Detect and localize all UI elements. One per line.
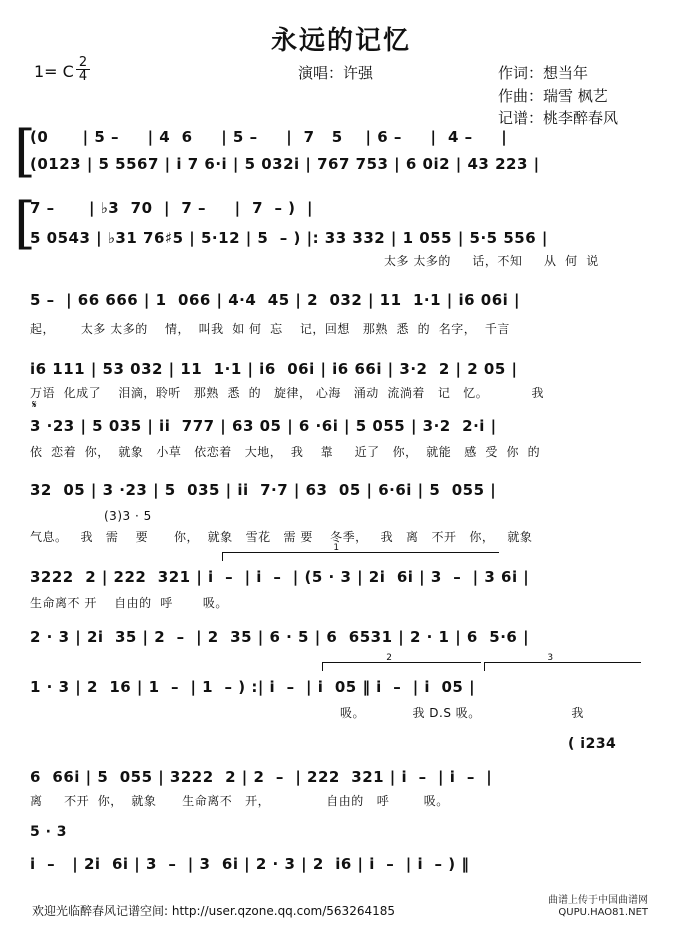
key-signature: 1= C: [34, 62, 74, 81]
lyrics-line-4: 万语 化成了 泪滴，聆听 那熟 悉 的 旋律， 心海 涌动 流淌着 记 忆。 我: [30, 386, 544, 400]
pickup-notes: ( i234: [568, 736, 617, 752]
time-signature: [76, 56, 90, 83]
lyrics-line-9: 吸。 我 D.S 吸。 我: [340, 706, 584, 720]
singer: 演唱：许强: [298, 64, 374, 82]
volta-label-2: 2: [386, 653, 392, 663]
lyrics-line-3: 起， 太多 太多的 情， 叫我 如 何 忘 记，回想 那熟 悉 的 名字， 千言: [30, 322, 510, 336]
watermark-line-1: 曲谱上传于中国曲谱网: [548, 895, 648, 906]
score-line-10: 6 66i | 5 055 | 3222 2 | 2 – | 222 321 | i – | i – |: [30, 768, 493, 786]
volta-label-3: 3: [547, 653, 554, 663]
lyricist: 作词：想当年: [498, 64, 589, 82]
score-line-11: i – | 2i 6i | 3 – | 3 6i | 2 · 3 | 2 i6 | i – | i – ) ‖: [30, 855, 470, 873]
score-line-9: 1 · 3 | 2 16 | 1 – | 1 – ) :| i – | i 05 ‖ i – | i 05 |: [30, 678, 476, 696]
composer: 作曲：瑞雪 枫艺: [498, 87, 608, 105]
staff-brace-2: [: [14, 191, 36, 256]
score-line-3: 5 – | 66 666 | 1 066 | 4·4 45 | 2 032 | 11 1·1 | i6 06i |: [30, 291, 521, 309]
staff-brace-1: [: [14, 119, 36, 184]
lyrics-line-2: 太多 太多的 话，不知 从 何 说: [384, 254, 599, 268]
score-line-1b: (0123 | 5 5567 | i 7 6·i | 5 032i | 767 753 | 6 0i2 | 43 223 |: [30, 155, 540, 173]
segno-sign: 𝄋: [32, 398, 37, 411]
score-line-7: 3222 2 | 222 321 | i – | i – | (5 · 3 | 2i 6i | 3 – | 3 6i |: [30, 568, 530, 586]
score-line-1a: (0 | 5 – | 4 6 | 5 – | 7 5 | 6 – | 4 – |: [30, 128, 508, 146]
score-line-4: i6 111 | 53 032 | 11 1·1 | i6 06i | i6 66i | 3·2 2 | 2 05 |: [30, 360, 518, 378]
volta-bracket-3: [484, 653, 641, 671]
lyrics-line-5: 依 恋着 你， 就象 小草 依恋着 大地， 我 靠 近了 你， 就能 感 受 你 的: [30, 445, 541, 459]
score-line-8: 2 · 3 | 2i 35 | 2 – | 2 35 | 6 · 5 | 6 6531 | 2 · 1 | 6 5·6 |: [30, 628, 530, 646]
score-line-6: 32 05 | 3 ·23 | 5 035 | ii 7·7 | 63 05 | 6·6i | 5 055 |: [30, 481, 497, 499]
song-title: 永远的记忆: [270, 26, 411, 56]
time-bottom: 4: [76, 69, 90, 83]
lyrics-line-6: 气息。 我 需 要 你， 就象 雪花 需 要 冬季， 我 离 不开 你， 就象: [30, 530, 533, 544]
lyrics-line-7: 生命离不 开 自由的 呼 吸。: [30, 596, 228, 610]
score-line-2a: 7 – | ♭3 70 | 7 – | 7 – ) |: [30, 199, 313, 217]
footer-text: 欢迎光临醉春风记谱空间: http://user.qzone.qq.com/563264185: [32, 904, 396, 918]
watermark-line-2: QUPU.HAO81.NET: [558, 907, 648, 918]
alt-notes-line-6: (3)3 · 5: [104, 509, 152, 523]
upper-notes-line-11: 5 · 3: [30, 824, 68, 840]
watermark-stamp: [548, 895, 648, 919]
transcriber: 记谱：桃李醉春风: [498, 109, 619, 127]
score-line-5: 3 ·23 | 5 035 | ii 777 | 63 05 | 6 ·6i | 5 055 | 3·2 2·i |: [30, 417, 497, 435]
time-top: 2: [78, 55, 88, 70]
volta-bracket-2: [322, 653, 481, 671]
lyrics-line-10: 离 不开 你， 就象 生命离不 开， 自由的 呼 吸。: [30, 794, 449, 808]
volta-label-1: 1: [333, 543, 340, 553]
score-line-2b: 5 0543 | ♭31 76♯5 | 5·12 | 5 – ) |: 33 332 | 1 055 | 5·5 556 |: [30, 229, 548, 247]
volta-bracket-1: [222, 543, 499, 561]
